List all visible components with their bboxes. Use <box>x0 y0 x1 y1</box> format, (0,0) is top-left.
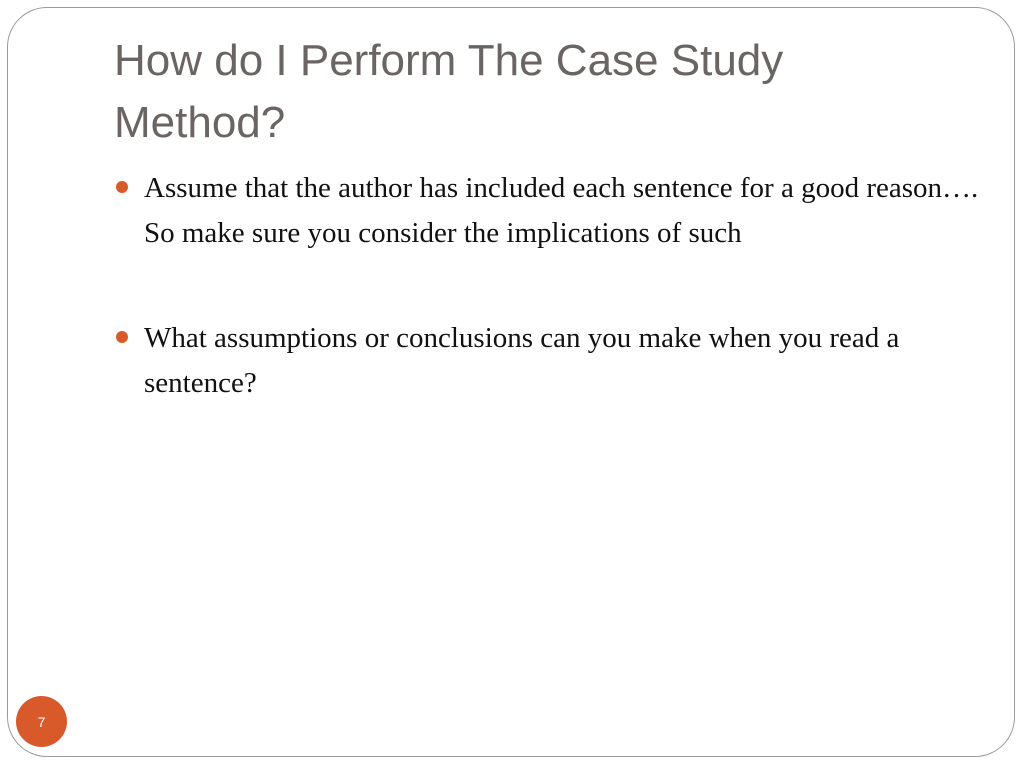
bullet-list <box>114 166 994 466</box>
slide-number: 7 <box>37 713 46 730</box>
bullet-dot-icon <box>116 331 128 343</box>
bullet-item <box>114 166 994 256</box>
slide-number-badge <box>16 696 67 747</box>
bullet-text: What assumptions or conclusions can you make when you read a sentence? <box>144 322 900 399</box>
bullet-item <box>114 316 994 406</box>
slide-title: How do I Perform The Case Study Method? <box>114 36 784 147</box>
bullet-dot-icon <box>116 181 128 193</box>
bullet-text: Assume that the author has included each sentence for a good reason…. So make sure you consider the implications of such <box>144 172 979 249</box>
